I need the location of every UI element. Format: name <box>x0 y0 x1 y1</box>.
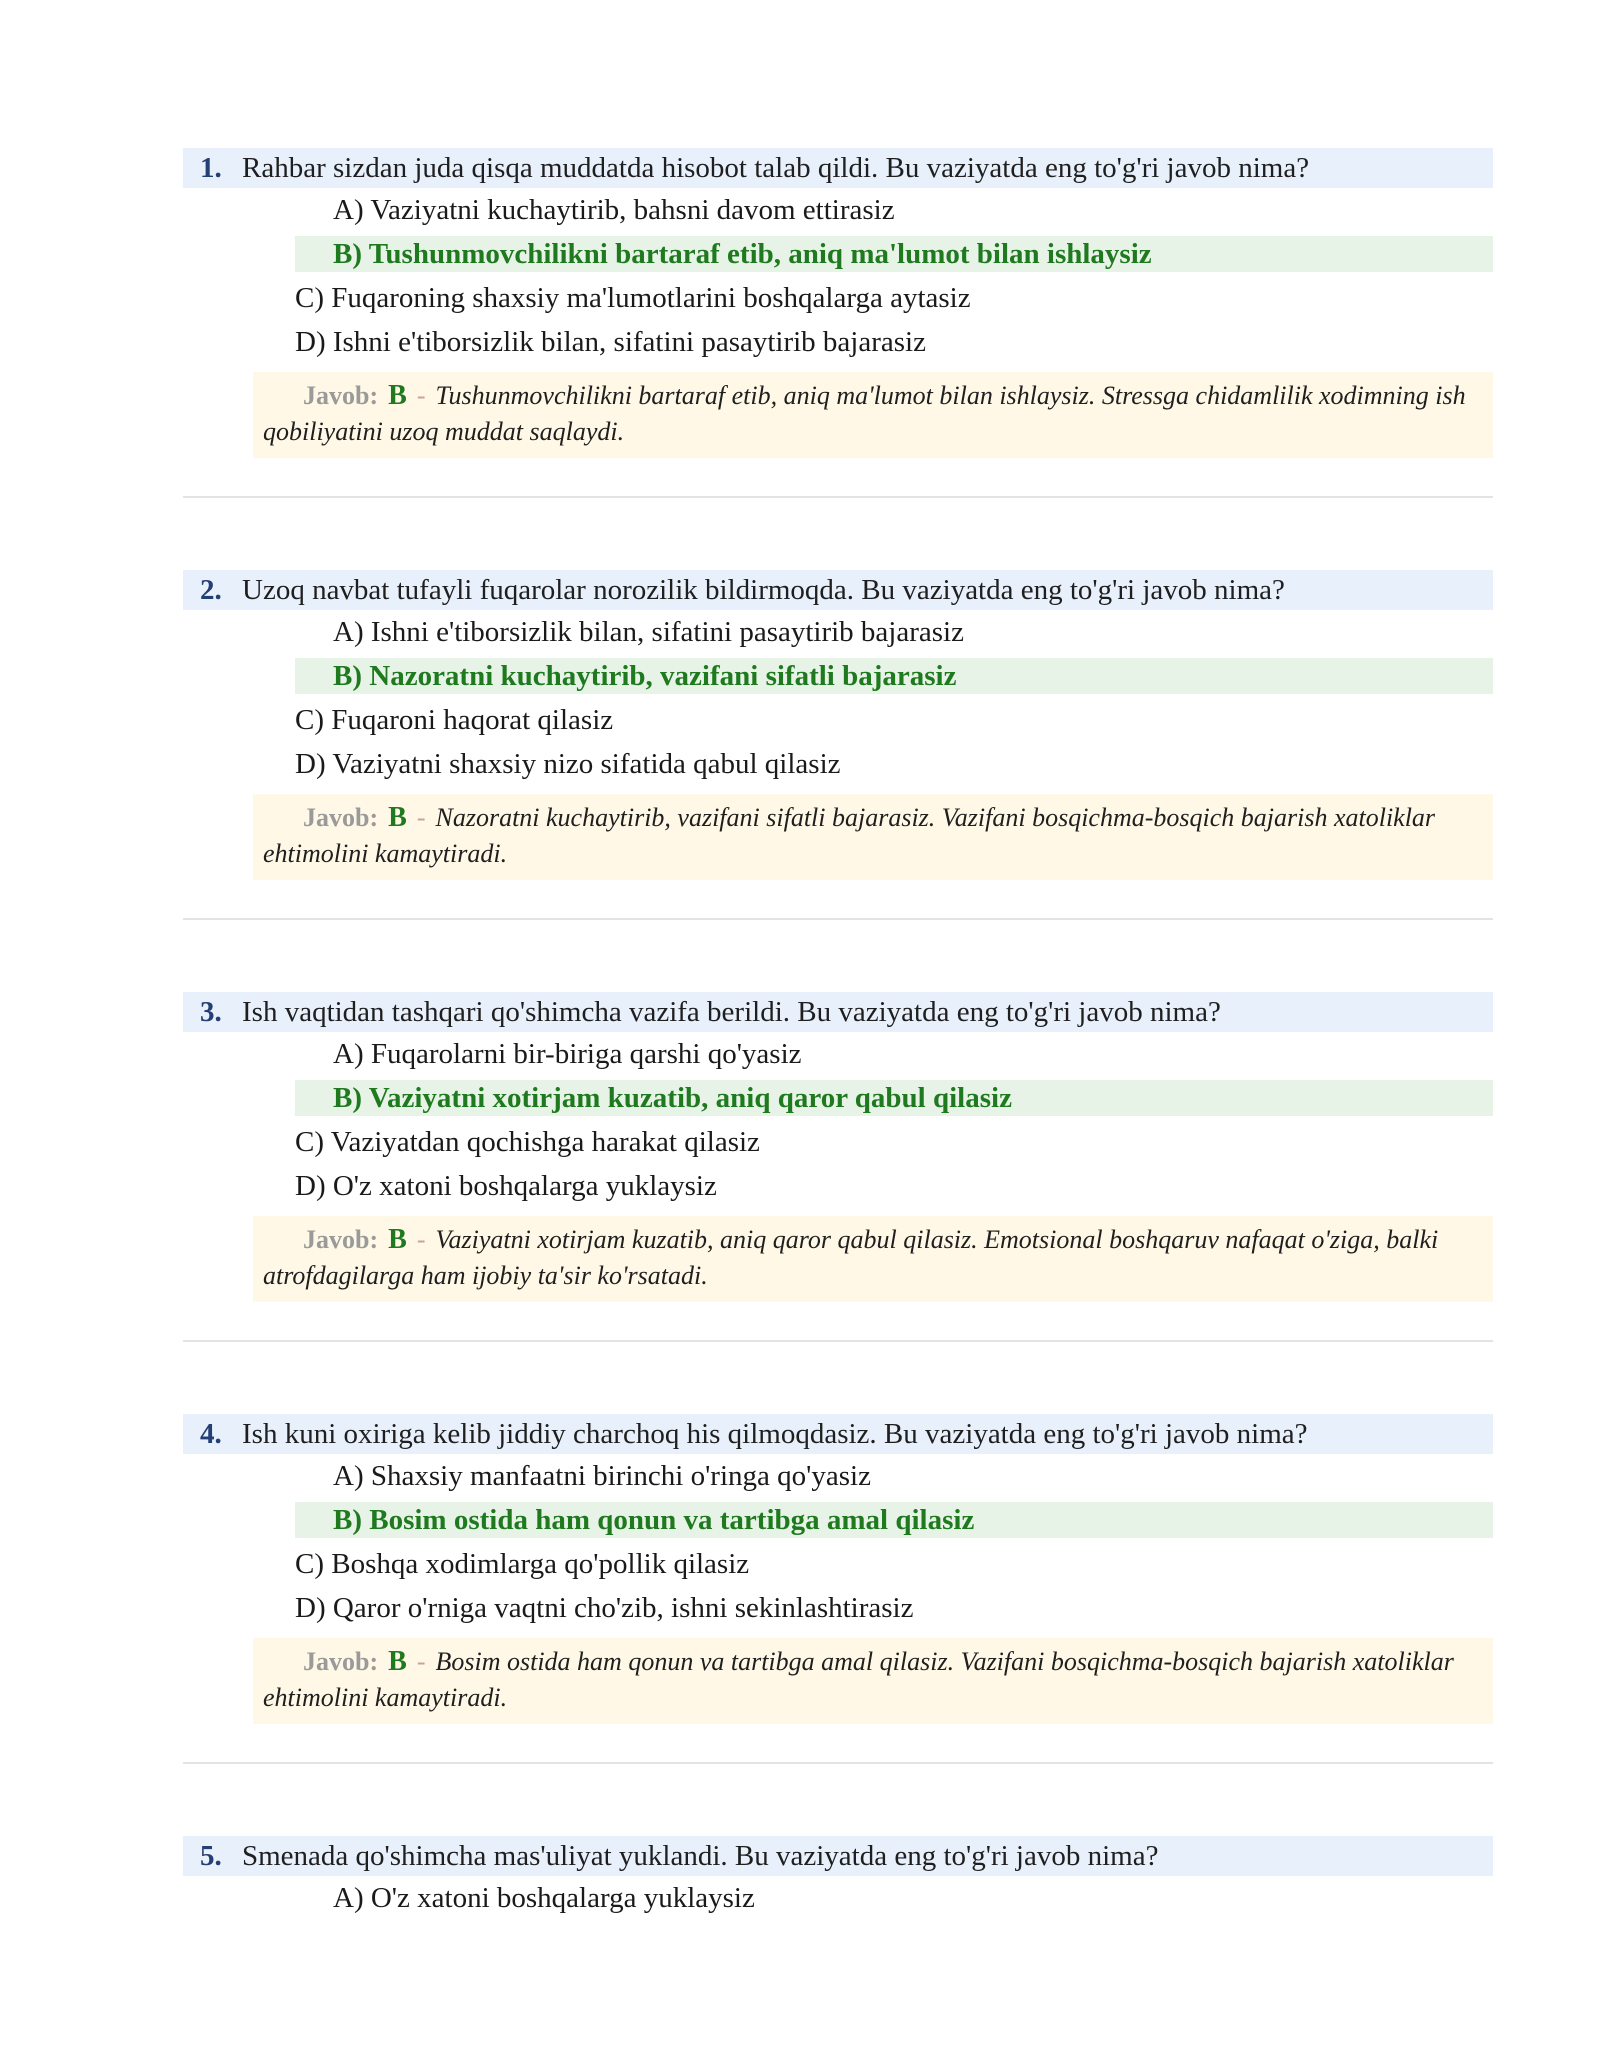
answer-box <box>253 1638 1493 1724</box>
answer-dash: - <box>416 803 426 832</box>
divider <box>183 1762 1493 1764</box>
answer-explanation: Nazoratni kuchaytirib, vazifani sifatli bajarasiz. Vazifani bosqichma-bosqich bajarish xatoliklar ehtimolini kamaytiradi. <box>263 803 1436 868</box>
answer-label: Javob: <box>303 1647 379 1676</box>
question-number: 2. <box>200 574 222 606</box>
answer-label: Javob: <box>303 381 379 410</box>
answer-dash: - <box>416 1647 426 1676</box>
question-text: Uzoq navbat tufayli fuqarolar norozilik bildirmoqda. Bu vaziyatda eng to'g'ri javob nima? <box>242 574 1285 606</box>
question-header <box>183 992 1493 1032</box>
question-header <box>183 1836 1493 1876</box>
option-d: D) Qaror o'rniga vaqtni cho'zib, ishni sekinlashtirasiz <box>295 1592 914 1624</box>
answer-box <box>253 372 1493 458</box>
answer-box <box>253 794 1493 880</box>
option-b-correct: B) Tushunmovchilikni bartaraf etib, aniq ma'lumot bilan ishlaysiz <box>295 236 1493 272</box>
question-header <box>183 1414 1493 1454</box>
option-c: C) Fuqaroning shaxsiy ma'lumotlarini boshqalarga aytasiz <box>295 282 971 314</box>
answer-letter: B <box>388 380 407 411</box>
question-number: 4. <box>200 1418 222 1450</box>
divider <box>183 496 1493 498</box>
question-text: Smenada qo'shimcha mas'uliyat yuklandi. Bu vaziyatda eng to'g'ri javob nima? <box>242 1840 1159 1872</box>
answer-letter: B <box>388 802 407 833</box>
question-1 <box>183 148 1493 458</box>
question-4 <box>183 1414 1493 1724</box>
question-number: 5. <box>200 1840 222 1872</box>
answer-label: Javob: <box>303 803 379 832</box>
option-c: C) Vaziyatdan qochishga harakat qilasiz <box>295 1126 760 1158</box>
question-5 <box>183 1836 1493 1920</box>
option-c: C) Boshqa xodimlarga qo'pollik qilasiz <box>295 1548 750 1580</box>
option-c: C) Fuqaroni haqorat qilasiz <box>295 704 614 736</box>
question-3 <box>183 992 1493 1302</box>
question-text: Rahbar sizdan juda qisqa muddatda hisobot talab qildi. Bu vaziyatda eng to'g'ri javob nima? <box>242 152 1310 184</box>
divider <box>183 918 1493 920</box>
divider <box>183 1340 1493 1342</box>
option-a: A) Fuqarolarni bir-biriga qarshi qo'yasiz <box>333 1038 802 1070</box>
option-b-correct: B) Bosim ostida ham qonun va tartibga amal qilasiz <box>295 1502 1493 1538</box>
question-text: Ish kuni oxiriga kelib jiddiy charchoq his qilmoqdasiz. Bu vaziyatda eng to'g'ri javob nima? <box>242 1418 1308 1450</box>
question-2 <box>183 570 1493 880</box>
option-b-correct: B) Vaziyatni xotirjam kuzatib, aniq qaror qabul qilasiz <box>295 1080 1493 1116</box>
option-a: A) Shaxsiy manfaatni birinchi o'ringa qo'yasiz <box>333 1460 871 1492</box>
option-d: D) Ishni e'tiborsizlik bilan, sifatini pasaytirib bajarasiz <box>295 326 926 358</box>
answer-box <box>253 1216 1493 1302</box>
question-header <box>183 148 1493 188</box>
question-header <box>183 570 1493 610</box>
option-d: D) O'z xatoni boshqalarga yuklaysiz <box>295 1170 717 1202</box>
option-b-correct: B) Nazoratni kuchaytirib, vazifani sifatli bajarasiz <box>295 658 1493 694</box>
answer-explanation: Bosim ostida ham qonun va tartibga amal qilasiz. Vazifani bosqichma-bosqich bajarish xatoliklar ehtimolini kamaytiradi. <box>263 1647 1454 1712</box>
option-a: A) Ishni e'tiborsizlik bilan, sifatini pasaytirib bajarasiz <box>333 616 964 648</box>
option-d: D) Vaziyatni shaxsiy nizo sifatida qabul qilasiz <box>295 748 841 780</box>
answer-letter: B <box>388 1646 407 1677</box>
answer-dash: - <box>416 1225 426 1254</box>
answer-dash: - <box>416 381 426 410</box>
answer-label: Javob: <box>303 1225 379 1254</box>
option-a: A) Vaziyatni kuchaytirib, bahsni davom ettirasiz <box>333 194 895 226</box>
question-number: 3. <box>200 996 222 1028</box>
answer-explanation: Tushunmovchilikni bartaraf etib, aniq ma'lumot bilan ishlaysiz. Stressga chidamlilik xodimning ish qobiliyatini uzoq muddat saqlaydi. <box>263 381 1466 446</box>
answer-explanation: Vaziyatni xotirjam kuzatib, aniq qaror qabul qilasiz. Emotsional boshqaruv nafaqat o'ziga, balki atrofdagilarga ham ijobiy ta'sir ko'rsatadi. <box>263 1225 1439 1290</box>
answer-letter: B <box>388 1224 407 1255</box>
question-number: 1. <box>200 152 222 184</box>
option-a: A) O'z xatoni boshqalarga yuklaysiz <box>333 1882 755 1914</box>
question-text: Ish vaqtidan tashqari qo'shimcha vazifa berildi. Bu vaziyatda eng to'g'ri javob nima? <box>242 996 1221 1028</box>
